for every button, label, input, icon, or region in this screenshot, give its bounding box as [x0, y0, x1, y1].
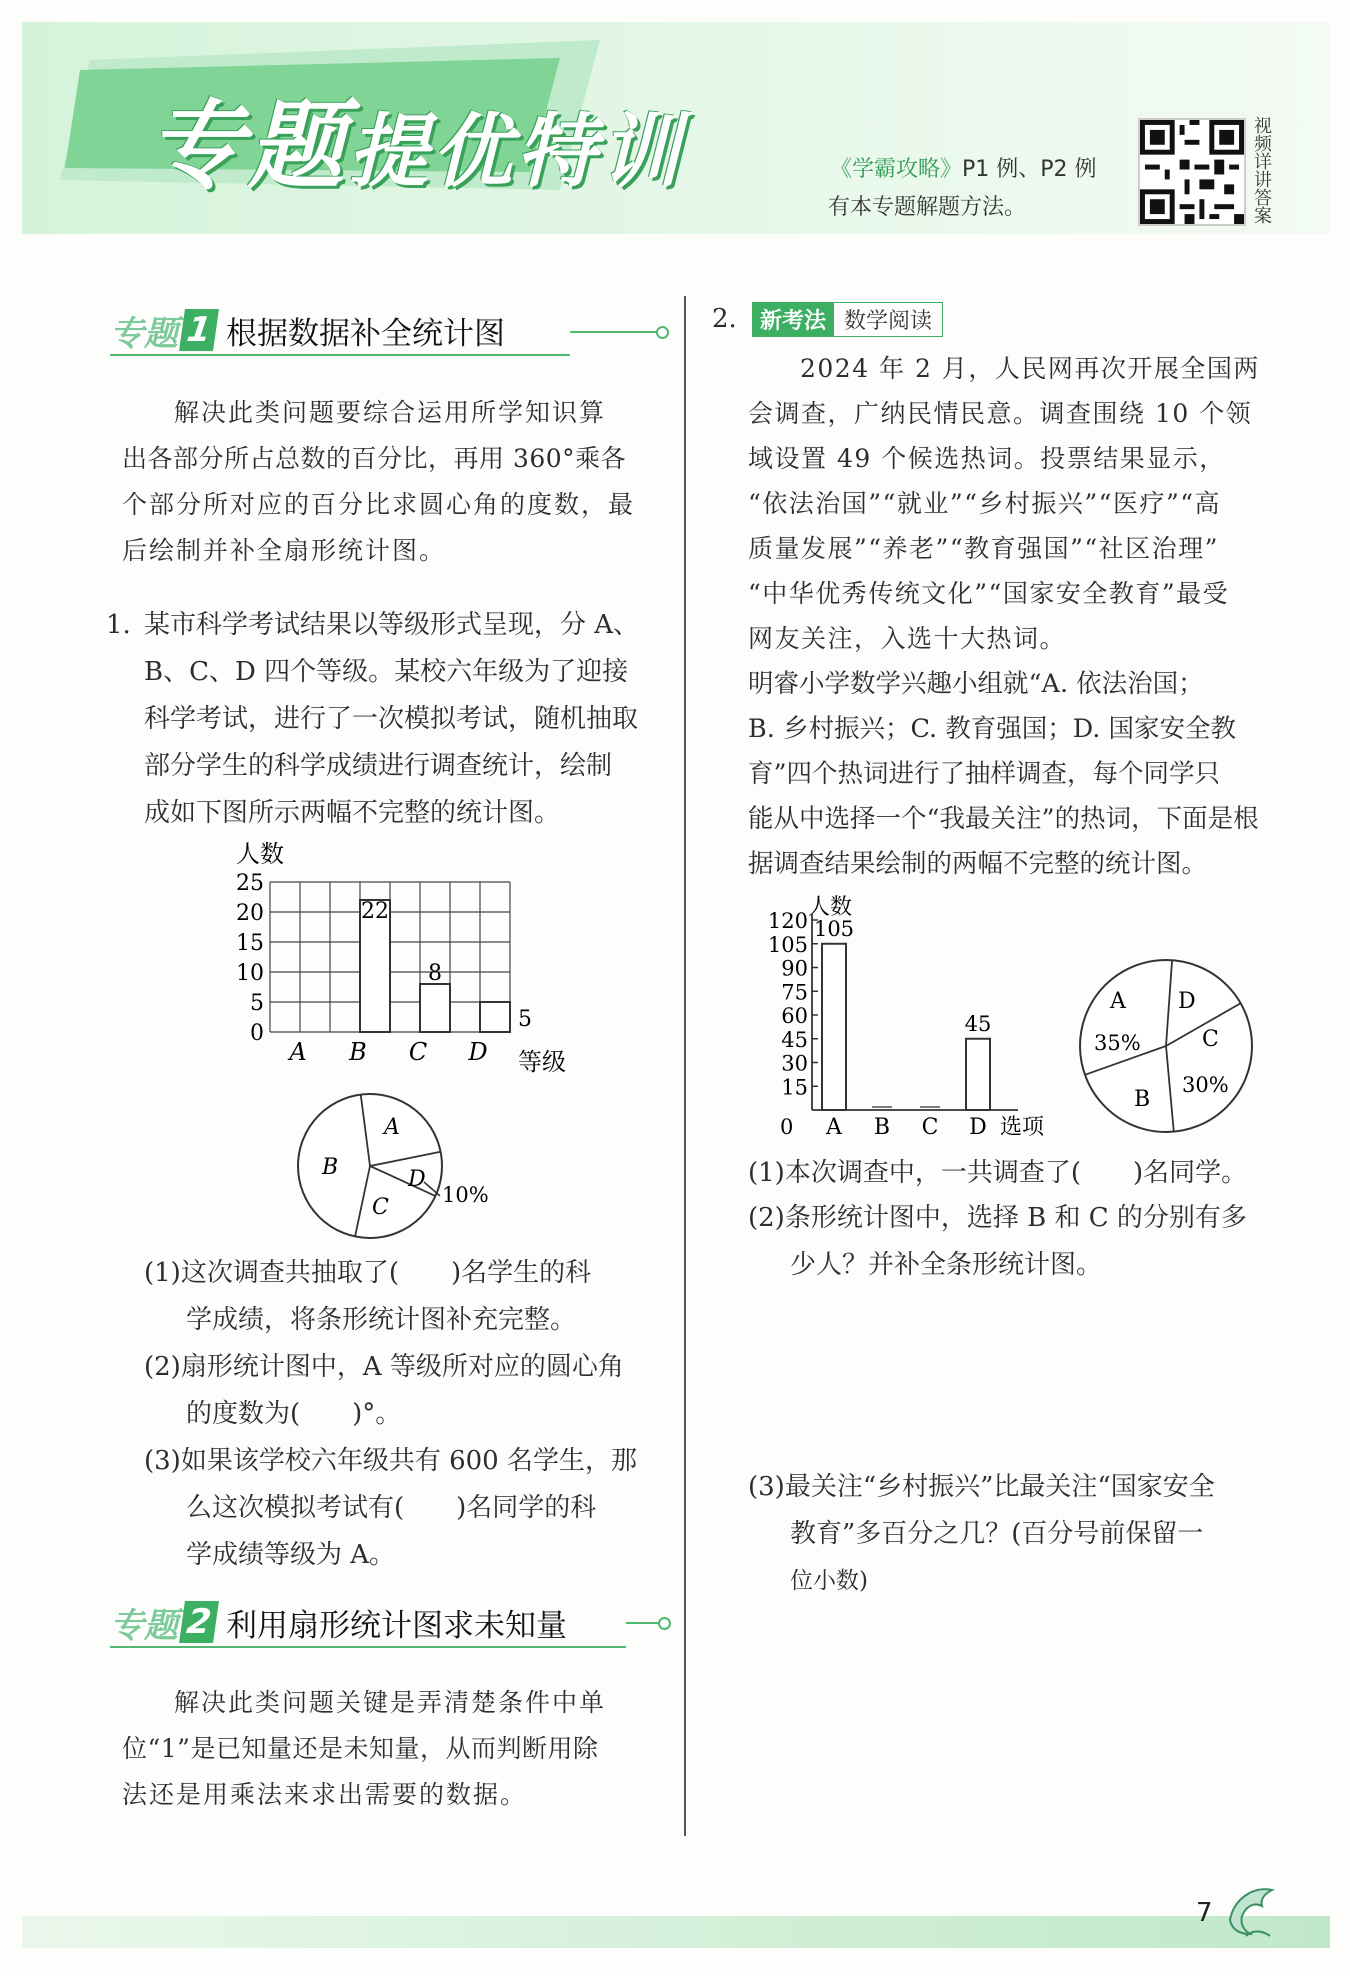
chart3-y-axis-label: 人数 — [808, 895, 853, 920]
chart1-data-label: 5 — [518, 1007, 532, 1032]
dolphin-icon — [1224, 1880, 1280, 1940]
qr-caption: 视频详讲答案 — [1251, 116, 1272, 224]
chart3-y-tick: 30 — [781, 1051, 808, 1076]
topic2-underline — [110, 1646, 626, 1648]
reference-line-2: 有本专题解题方法。 — [828, 195, 1027, 220]
chart3-x-tick: D — [969, 1115, 987, 1140]
chart1-y-tick: 15 — [236, 931, 264, 956]
topic1-tail-line — [570, 331, 658, 333]
chart1-data-label: 8 — [428, 961, 442, 986]
chart3-data-label: 105 — [813, 916, 855, 941]
chart1-x-tick: B — [349, 1038, 367, 1066]
q2-sub1: (1)本次调查中，一共调查了( )名同学。 — [748, 1158, 1248, 1188]
chart3-y-tick: 15 — [781, 1075, 808, 1100]
math-reading-tag: 数学阅读 — [834, 302, 943, 337]
q2-sub2: (2)条形统计图中，选择 B 和 C 的分别有多 少人？并补全条形统计图。 — [748, 1203, 1247, 1280]
chart4-label-D: D — [1178, 989, 1196, 1014]
chart1-x-axis-label: 等级 — [518, 1048, 566, 1076]
topic1-title: 根据数据补全统计图 — [226, 315, 505, 352]
topic2-tag: 专题 — [110, 1605, 178, 1646]
chart3-y-tick: 45 — [781, 1027, 808, 1052]
chart3-y-tick: 105 — [767, 932, 808, 957]
chart4-label-B: B — [1134, 1087, 1151, 1112]
chart1-x-tick: A — [289, 1038, 307, 1066]
chart4-label-A: A — [1110, 989, 1126, 1014]
topic2-tail-line — [626, 1622, 662, 1624]
topic1-tail-dot — [656, 326, 669, 339]
chart2-label-C: C — [372, 1195, 389, 1220]
chart1-x-tick: D — [468, 1038, 488, 1066]
chart3-y-tick: 60 — [781, 1004, 808, 1028]
chart3-x-tick: B — [873, 1115, 891, 1140]
chart3-y-tick: 120 — [767, 909, 808, 933]
topic1-underline — [110, 354, 570, 356]
chart3-bar-D — [966, 1039, 990, 1110]
chart3-origin-label: 0 — [780, 1115, 794, 1139]
chart1-y-tick: 25 — [236, 871, 264, 896]
grade-bar-chart — [220, 838, 600, 1090]
chart3-x-tick: A — [826, 1115, 842, 1140]
chart4-annotation-C: 30% — [1182, 1073, 1229, 1097]
chart1-bar-C — [420, 984, 450, 1032]
q2-background-text: 2024 年 2 月，人民网再次开展全国两 会调查，广纳民情民意。调查围绕 10 个领 域设置 49 个候选热词。投票结果显示， “依法治国”“就业”“乡村振兴”“医疗”“高 质量发展”“养老”“教育强国”“社区治理” “中华优秀传统文化”“国家安全教育”最受 网友关注，入选十大热词。 — [748, 354, 1260, 653]
topic1-tag: 专题 — [110, 313, 178, 354]
topic-pie-chart — [1070, 954, 1270, 1140]
chart1-y-tick: 0 — [250, 1021, 264, 1046]
chart1-data-label: 22 — [361, 899, 389, 924]
topic1-heading — [110, 304, 505, 356]
topic-bar-chart — [748, 888, 1068, 1140]
topic2-number: 2 — [179, 1601, 219, 1643]
page-title: 专题提优特训 — [148, 90, 684, 202]
chart2-label-B: B — [322, 1155, 339, 1180]
footer-band — [22, 1916, 1330, 1948]
topic2-intro: 解决此类问题关键是弄清楚条件中单 位“1”是已知量还是未知量，从而判断用除 法还是用乘法来求出需要的数据。 — [122, 1688, 607, 1809]
q2-survey-text: 明睿小学数学兴趣小组就“A. 依法治国； B. 乡村振兴；C. 教育强国；D. 国家安全教 育”四个热词进行了抽样调查，每个同学只 能从中选择一个“我最关注”的热词，下面是根 据调查结果绘制的两幅不完整的统计图。 — [748, 669, 1259, 879]
chart3-bar-A — [822, 944, 846, 1110]
new-method-tag: 新考法 — [752, 302, 834, 337]
chart2-annotation-D: 10% — [442, 1183, 489, 1207]
chart1-y-tick: 20 — [236, 901, 264, 926]
reference-line-1: 《学霸攻略》P1 例、P2 例 — [830, 157, 1097, 182]
column-divider — [684, 296, 686, 1836]
q2-sub3: (3)最关注“乡村振兴”比最关注“国家安全 教育”多百分之几？(百分号前保留一 位小数) — [748, 1472, 1215, 1594]
q1-sub1: (1)这次调查共抽取了( )名学生的科 学成绩，将条形统计图补充完整。 — [144, 1258, 592, 1335]
topic1-intro: 解决此类问题要综合运用所学知识算 出各部分所占总数的百分比，再用 360°乘各 个部分所对应的百分比求圆心角的度数，最 后绘制并补全扇形统计图。 — [122, 398, 636, 565]
topic2-title: 利用扇形统计图求未知量 — [226, 1607, 567, 1644]
topic1-number: 1 — [179, 309, 219, 351]
page-number: 7 — [1196, 1898, 1213, 1928]
chart3-x-axis-label: 选项 — [1000, 1115, 1045, 1140]
q1-sub2: (2)扇形统计图中，A 等级所对应的圆心角 的度数为( )°。 — [144, 1352, 624, 1429]
q2-tags — [752, 302, 943, 337]
chart1-x-tick: C — [408, 1038, 428, 1066]
chart3-data-label: 45 — [964, 1011, 992, 1036]
qr-code-icon — [1140, 120, 1244, 224]
chart1-bar-D — [480, 1002, 510, 1032]
topic2-tail-dot — [658, 1617, 671, 1630]
chart1-y-axis-label: 人数 — [236, 840, 284, 868]
q1-text: 某市科学考试结果以等级形式呈现，分 A、 B、C、D 四个等级。某校六年级为了迎接 科学考试，进行了一次模拟考试，随机抽取 部分学生的科学成绩进行调查统计，绘制 成如下图所示两幅不完整的统计图。 — [144, 610, 640, 828]
chart2-label-D: D — [408, 1167, 426, 1192]
topic2-heading — [110, 1596, 567, 1648]
chart4-label-C: C — [1202, 1027, 1219, 1052]
grade-pie-chart — [280, 1088, 540, 1248]
chart3-y-tick: 75 — [781, 980, 808, 1005]
chart1-y-tick: 5 — [250, 991, 264, 1016]
q1-number: 1. — [106, 610, 131, 640]
chart2-label-A: A — [384, 1115, 400, 1140]
chart3-x-tick: C — [921, 1115, 939, 1140]
chart4-annotation-A: 35% — [1094, 1031, 1141, 1055]
chart3-y-tick: 90 — [781, 956, 808, 981]
q2-number: 2. — [712, 304, 737, 334]
qr-code[interactable] — [1138, 118, 1246, 226]
chart1-y-tick: 10 — [236, 961, 264, 986]
q1-sub3: (3)如果该学校六年级共有 600 名学生，那 么这次模拟考试有( )名同学的科 学成绩等级为 A。 — [144, 1446, 637, 1570]
